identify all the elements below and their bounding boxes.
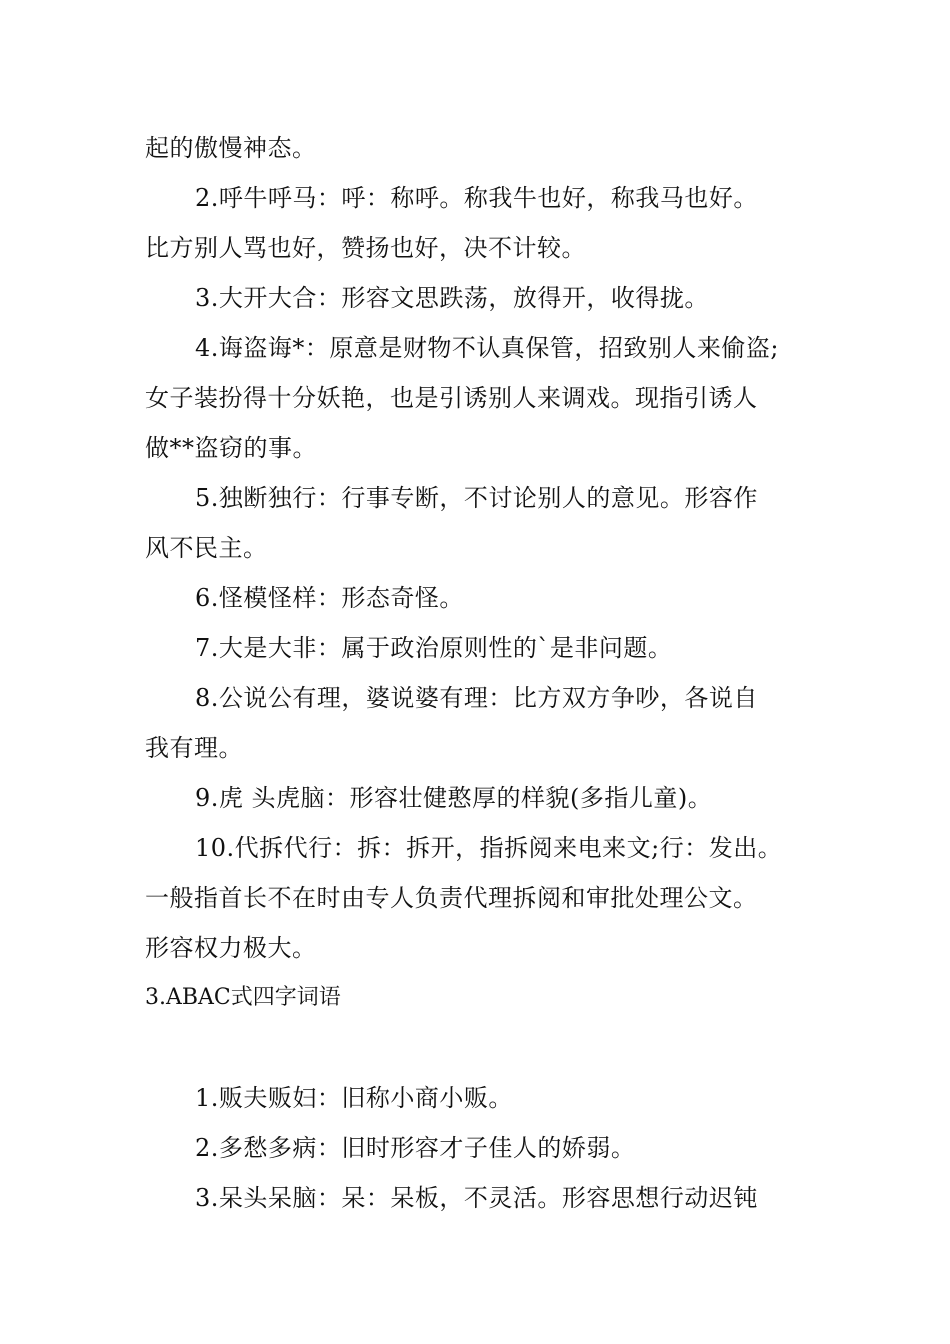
text-line: 3.呆头呆脑：呆：呆板，不灵活。形容思想行动迟钝: [195, 1184, 758, 1212]
text-line: 我有理。: [145, 734, 243, 762]
text-line: 5.独断独行：行事专断，不讨论别人的意见。形容作: [195, 484, 758, 512]
text-line: 做**盗窃的事。: [145, 434, 317, 462]
text-line: 9.虎 头虎脑：形容壮健憨厚的样貌(多指儿童)。: [195, 784, 713, 812]
text-line: 女子装扮得十分妖艳，也是引诱别人来调戏。现指引诱人: [145, 384, 758, 412]
text-line: 2.多愁多病：旧时形容才子佳人的娇弱。: [195, 1134, 636, 1162]
text-line: 10.代拆代行：拆：拆开，指拆阅来电来文;行：发出。: [195, 834, 783, 862]
text-line: 3.大开大合：形容文思跌荡，放得开，收得拢。: [195, 284, 709, 312]
text-line: 比方别人骂也好，赞扬也好，决不计较。: [145, 234, 586, 262]
text-line: 2.呼牛呼马：呼：称呼。称我牛也好，称我马也好。: [195, 184, 758, 212]
text-line: 1.贩夫贩妇：旧称小商小贩。: [195, 1084, 513, 1112]
text-line: 4.诲盗诲*：原意是财物不认真保管，招致别人来偷盗;: [195, 334, 779, 362]
text-line: 6.怪模怪样：形态奇怪。: [195, 584, 464, 612]
text-line: 7.大是大非：属于政治原则性的`是非问题。: [195, 634, 673, 662]
section-heading: 3.ABAC式四字词语: [145, 985, 341, 1010]
text-line: 一般指首长不在时由专人负责代理拆阅和审批处理公文。: [145, 884, 758, 912]
text-line: 形容权力极大。: [145, 934, 317, 962]
text-line: 风不民主。: [145, 534, 268, 562]
text-line: 8.公说公有理，婆说婆有理：比方双方争吵，各说自: [195, 684, 758, 712]
text-line: 起的傲慢神态。: [145, 134, 317, 162]
